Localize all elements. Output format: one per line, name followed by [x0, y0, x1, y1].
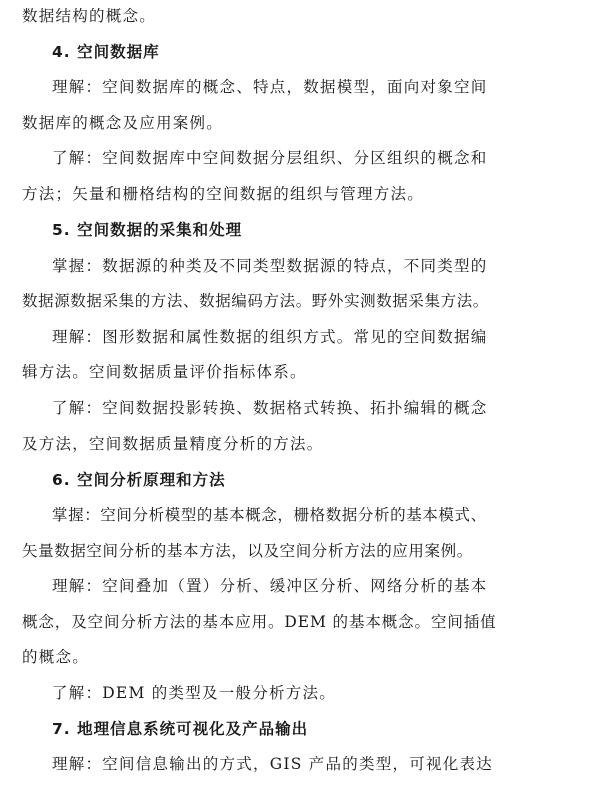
paragraph-line: 数据库的概念及应用案例。 [22, 114, 224, 132]
paragraph-line: 数据结构的概念。 [22, 7, 157, 25]
paragraph-line: 了解：DEM 的类型及一般分析方法。 [52, 684, 337, 702]
paragraph-line: 掌握：空间分析模型的基本概念，栅格数据分析的基本模式、 [52, 506, 487, 524]
paragraph-line: 了解：空间数据投影转换、数据格式转换、拓扑编辑的概念 [52, 399, 488, 417]
paragraph-line: 理解：空间叠加（置）分析、缓冲区分析、网络分析的基本 [52, 577, 488, 595]
paragraph-line: 方法；矢量和栅格结构的空间数据的组织与管理方法。 [22, 185, 425, 203]
paragraph-line: 矢量数据空间分析的基本方法，以及空间分析方法的应用案例。 [22, 542, 473, 560]
paragraph-line: 掌握：数据源的种类及不同类型数据源的特点，不同类型的 [52, 257, 488, 275]
paragraph-line: 及方法，空间数据质量精度分析的方法。 [22, 435, 324, 453]
paragraph-line: 的概念。 [22, 648, 90, 666]
section-heading: 5. 空间数据的采集和处理 [52, 221, 243, 239]
section-heading: 4. 空间数据库 [52, 43, 160, 61]
section-heading: 7. 地理信息系统可视化及产品输出 [52, 720, 309, 738]
paragraph-line: 辑方法。空间数据质量评价指标体系。 [22, 363, 307, 381]
paragraph-line: 了解：空间数据库中空间数据分层组织、分区组织的概念和 [52, 149, 488, 167]
paragraph-line: 理解：空间数据库的概念、特点，数据模型，面向对象空间 [52, 78, 488, 96]
paragraph-line: 数据源数据采集的方法、数据编码方法。野外实测数据采集方法。 [22, 292, 489, 310]
section-heading: 6. 空间分析原理和方法 [52, 471, 226, 489]
paragraph-line: 理解：图形数据和属性数据的组织方式。常见的空间数据编 [52, 328, 488, 346]
paragraph-line: 概念，及空间分析方法的基本应用。DEM 的基本概念。空间插值 [22, 613, 497, 631]
paragraph-line: 理解：空间信息输出的方式，GIS 产品的类型，可视化表达 [52, 755, 494, 773]
